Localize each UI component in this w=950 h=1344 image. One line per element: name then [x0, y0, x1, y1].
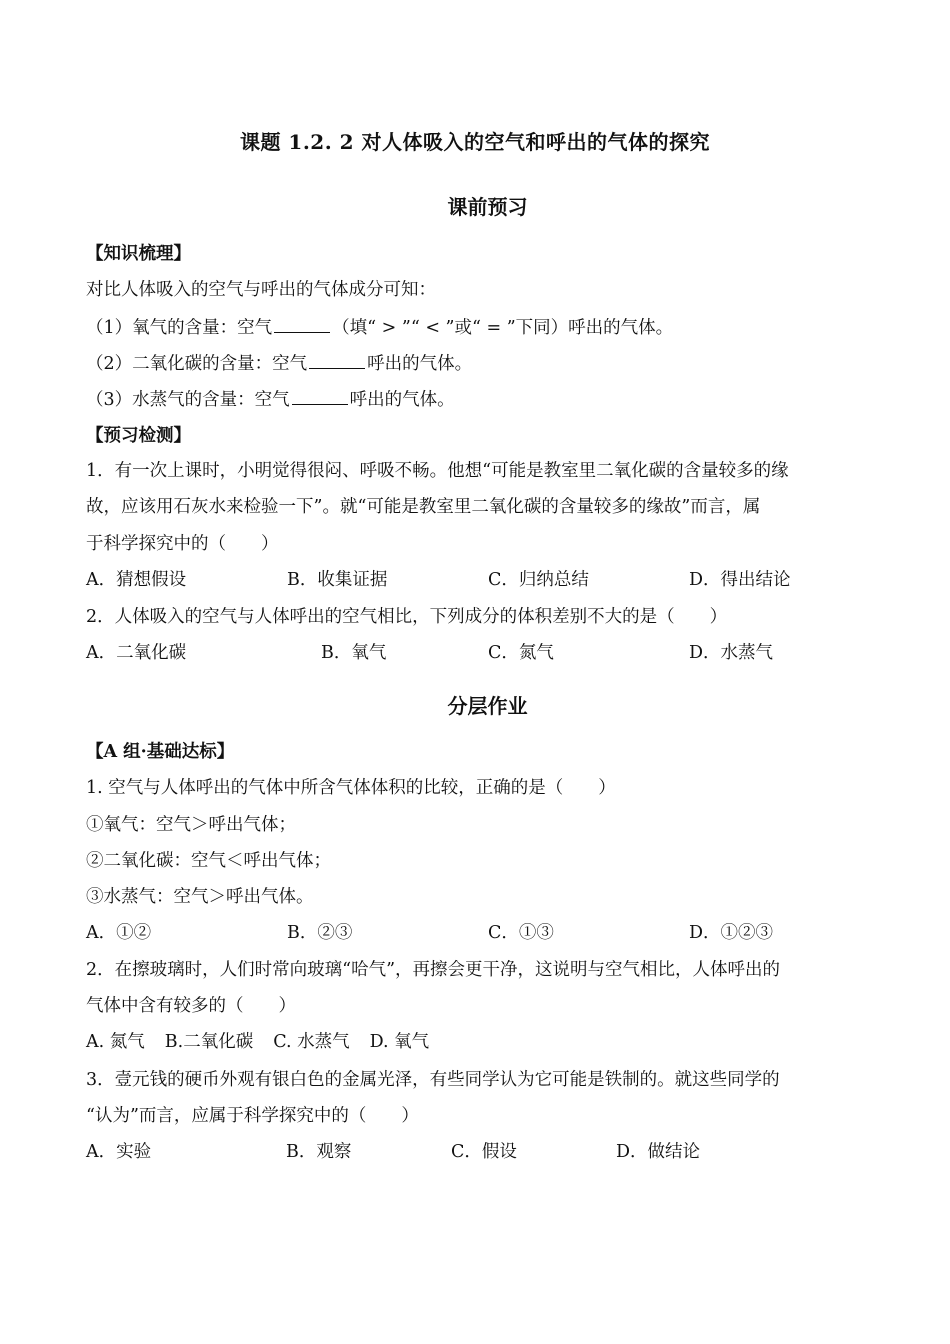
preview-heading: 【预习检测】: [86, 426, 191, 446]
option-d[interactable]: D. 氧气: [369, 1032, 430, 1052]
knowledge-item-2: [86, 350, 472, 376]
option-a[interactable]: A．①②: [86, 923, 152, 943]
option-b[interactable]: B．收集证据: [287, 570, 388, 590]
group-a-q1-line-1: 1. 空气与人体呼出的气体中所含气体体积的比较，正确的是（ ）: [86, 778, 616, 798]
option-a[interactable]: A．二氧化碳: [86, 643, 187, 663]
knowledge-item-3: [86, 386, 455, 412]
preview-q1-options: [0, 568, 950, 592]
section-heading-homework: 分层作业: [447, 694, 528, 718]
option-d[interactable]: D．做结论: [616, 1142, 701, 1162]
option-a[interactable]: A. 氮气: [86, 1032, 145, 1052]
option-d[interactable]: D．①②③: [689, 923, 774, 943]
option-c[interactable]: C．归纳总结: [488, 570, 589, 590]
group-a-q3-line-2: “认为”而言，应属于科学探究中的（ ）: [86, 1106, 419, 1126]
option-c[interactable]: C．①③: [488, 923, 554, 943]
group-a-q3-options: [0, 1140, 950, 1164]
preview-q2-options: [0, 641, 950, 665]
fill-blank-2[interactable]: [309, 350, 365, 369]
option-d[interactable]: D．水蒸气: [689, 643, 774, 663]
section-heading-preview: 课前预习: [447, 195, 528, 219]
fill-blank-3[interactable]: [292, 386, 348, 405]
knowledge-item-2-prefix: （2）二氧化碳的含量：空气: [86, 354, 308, 374]
group-a-q1-statement-2: ②二氧化碳：空气＜呼出气体；: [86, 851, 331, 871]
knowledge-intro: 对比人体吸入的空气与呼出的气体成分可知：: [86, 280, 436, 300]
group-a-q2-line-2: 气体中含有较多的（ ）: [86, 996, 296, 1016]
group-a-heading: 【A 组·基础达标】: [86, 742, 235, 762]
preview-q1-line-3: 于科学探究中的（ ）: [86, 534, 279, 554]
knowledge-item-1-prefix: （1）氧气的含量：空气: [86, 318, 273, 338]
preview-q1-line-2: 故，应该用石灰水来检验一下”。就“可能是教室里二氧化碳的含量较多的缘故”而言，属: [86, 497, 761, 517]
option-b[interactable]: B．氧气: [321, 643, 387, 663]
option-b[interactable]: B．观察: [286, 1142, 352, 1162]
preview-q1-line-1: 1．有一次上课时，小明觉得很闷、呼吸不畅。他想“可能是教室里二氧化碳的含量较多的缘: [86, 461, 789, 481]
knowledge-item-3-prefix: （3）水蒸气的含量：空气: [86, 390, 290, 410]
knowledge-heading: 【知识梳理】: [86, 244, 191, 264]
group-a-q1-options: [0, 921, 950, 945]
option-c[interactable]: C. 水蒸气: [273, 1032, 350, 1052]
knowledge-item-3-suffix: 呼出的气体。: [349, 390, 455, 410]
option-d[interactable]: D．得出结论: [689, 570, 791, 590]
group-a-q2-options: [86, 1030, 429, 1054]
option-a[interactable]: A．实验: [86, 1142, 152, 1162]
group-a-q1-statement-1: ①氧气：空气＞呼出气体；: [86, 815, 296, 835]
option-c[interactable]: C．氮气: [488, 643, 554, 663]
knowledge-item-1-suffix: （填“ > ”“ < ”或“ = ”下同）呼出的气体。: [332, 318, 674, 338]
knowledge-item-2-suffix: 呼出的气体。: [367, 354, 473, 374]
option-c[interactable]: C．假设: [451, 1142, 517, 1162]
option-a[interactable]: A．猜想假设: [86, 570, 187, 590]
group-a-q2-line-1: 2．在擦玻璃时，人们时常向玻璃“哈气”，再擦会更干净，这说明与空气相比，人体呼出的: [86, 960, 781, 980]
group-a-q3-line-1: 3．壹元钱的硬币外观有银白色的金属光泽，有些同学认为它可能是铁制的。就这些同学的: [86, 1070, 780, 1090]
knowledge-item-1: [86, 314, 673, 340]
page-title: 课题 1.2. 2 对人体吸入的空气和呼出的气体的探究: [239, 130, 711, 154]
preview-q2-line-1: 2．人体吸入的空气与人体呼出的空气相比，下列成分的体积差别不大的是（ ）: [86, 607, 728, 627]
option-b[interactable]: B．②③: [287, 923, 353, 943]
group-a-q1-statement-3: ③水蒸气：空气＞呼出气体。: [86, 887, 314, 907]
fill-blank-1[interactable]: [274, 314, 330, 333]
option-b[interactable]: B.二氧化碳: [164, 1032, 254, 1052]
